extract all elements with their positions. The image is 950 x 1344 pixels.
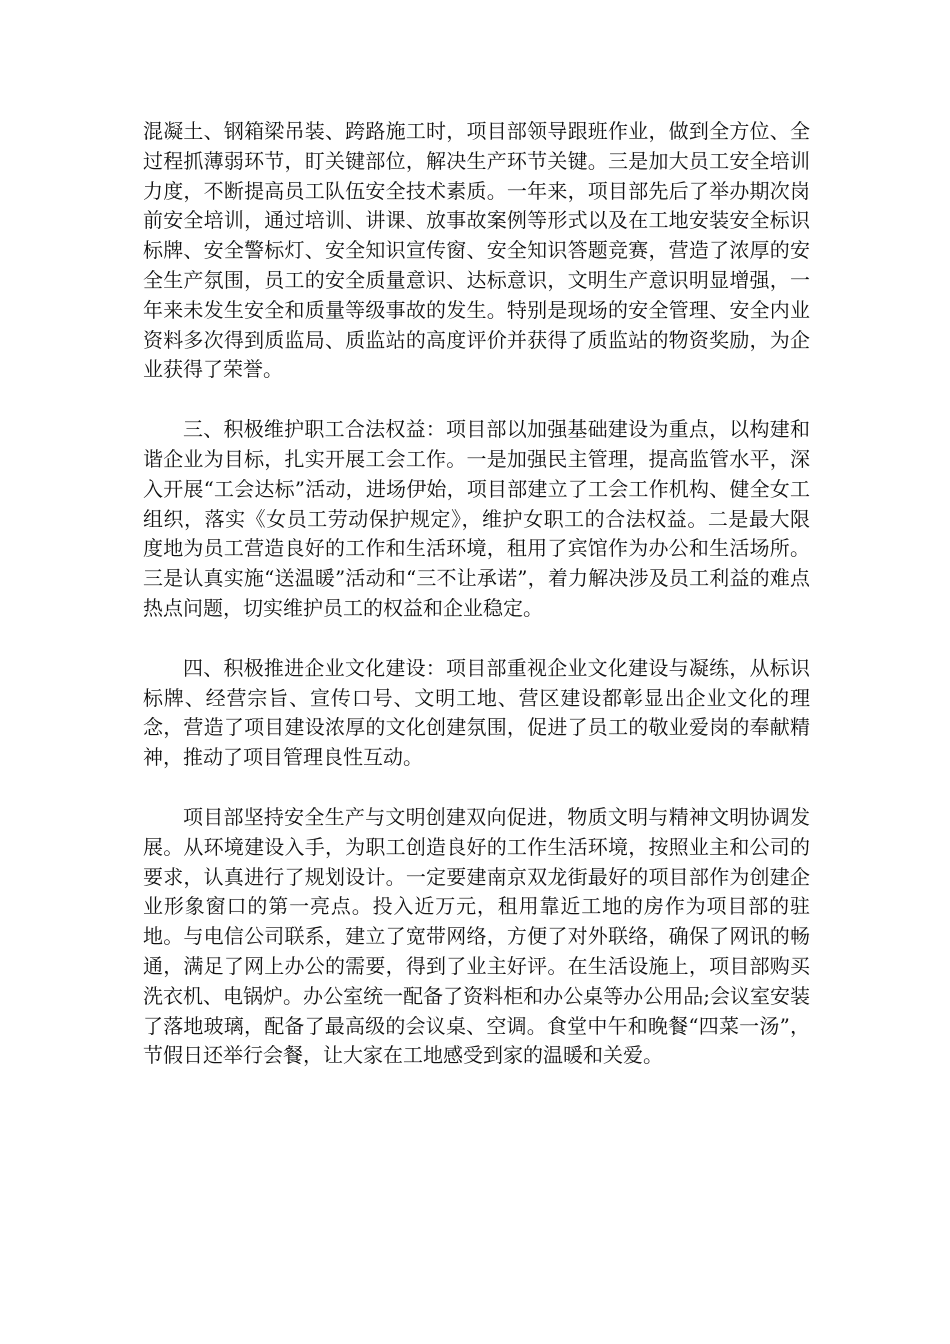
paragraph-worker-rights: 三、积极维护职工合法权益：项目部以加强基础建设为重点，以构建和谐企业为目标，扎实开展工会工作。一是加强民主管理，提高监管水平，深入开展“工会达标”活动，进场伊始，项目部建立了工会工作机构、健全女工组织，落实《女员工劳动保护规定》，维护女职工的合法权益。二是最大限度地为员工营造良好的工作和生活环境，租用了宾馆作为办公和生活场所。三是认真实施“送温暖”活动和“三不让承诺”，着力解决涉及员工利益的难点热点问题，切实维护员工的权益和企业稳定。 — [143, 417, 810, 620]
paragraph-gap — [143, 385, 810, 415]
paragraph-corporate-culture: 四、积极推进企业文化建设：项目部重视企业文化建设与凝练，从标识标牌、经营宗旨、宣传口号、文明工地、营区建设都彰显出企业文化的理念，营造了项目建设浓厚的文化创建氛围，促进了员工的敬业爱岗的奉献精神，推动了项目管理良性互动。 — [143, 655, 810, 770]
paragraph-gap — [143, 624, 810, 654]
paragraph-civilization-building: 项目部坚持安全生产与文明创建双向促进，物质文明与精神文明协调发展。从环境建设入手，为职工创造良好的工作生活环境，按照业主和公司的要求，认真进行了规划设计。一定要建南京双龙街最好的项目部作为创建企业形象窗口的第一亮点。投入近万元，租用靠近工地的房作为项目部的驻地。与电信公司联系，建立了宽带网络，方便了对外联络，确保了网讯的畅通，满足了网上办公的需要，得到了业主好评。在生活设施上，项目部购买洗衣机、电锅炉。办公室统一配备了资料柜和办公桌等办公用品;会议室安装了落地玻璃，配备了最高级的会议桌、空调。食堂中午和晚餐“四菜一汤”，节假日还举行会餐，让大家在工地感受到家的温暖和关爱。 — [143, 804, 810, 1068]
paragraph-gap — [143, 773, 810, 803]
paragraph-safety-continued: 混凝土、钢箱梁吊装、跨路施工时，项目部领导跟班作业，做到全方位、全过程抓薄弱环节，盯关键部位，解决生产环节关键。三是加大员工安全培训力度，不断提高员工队伍安全技术素质。一年来，项目部先后了举办期次岗前安全培训，通过培训、讲课、放事故案例等形式以及在工地安装安全标识标牌、安全警标灯、安全知识宣传窗、安全知识答题竞赛，营造了浓厚的安全生产氛围，员工的安全质量意识、达标意识，文明生产意识明显增强，一年来未发生安全和质量等级事故的发生。特别是现场的安全管理、安全内业资料多次得到质监局、质监站的高度评价并获得了质监站的物资奖励，为企业获得了荣誉。 — [143, 119, 810, 382]
document-page — [143, 117, 810, 1071]
